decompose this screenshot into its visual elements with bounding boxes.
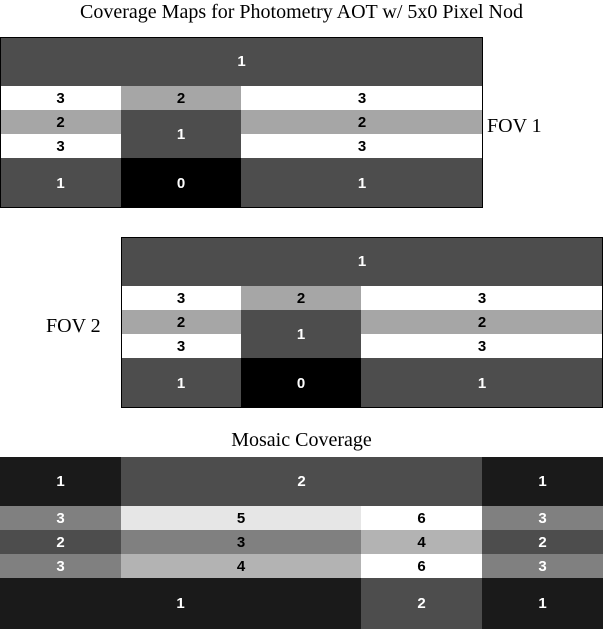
mosaic-cell (482, 506, 603, 530)
coverage-value: 3 (56, 137, 65, 155)
coverage-value: 2 (176, 313, 186, 331)
coverage-value: 1 (56, 473, 65, 490)
mosaic-cell (121, 506, 361, 530)
fov2-cell (361, 358, 603, 408)
mosaic-cell (482, 457, 603, 506)
fov1-cell (121, 86, 241, 110)
coverage-value: 3 (176, 337, 186, 355)
mosaic-cell (0, 506, 121, 530)
mosaic-map (0, 457, 603, 629)
coverage-value: 1 (357, 174, 367, 192)
fov2-cell (361, 310, 603, 334)
coverage-value: 3 (357, 137, 367, 155)
mosaic-cell (0, 578, 361, 629)
fov2-label: FOV 2 (46, 315, 101, 337)
coverage-value: 1 (237, 53, 246, 70)
coverage-value: 3 (56, 89, 65, 107)
fov2-map (121, 237, 603, 408)
coverage-value: 2 (538, 533, 547, 551)
coverage-value: 2 (357, 113, 367, 131)
coverage-value: 3 (56, 557, 65, 575)
mosaic-cell (361, 530, 482, 554)
coverage-value: 2 (56, 533, 65, 551)
coverage-value: 1 (538, 473, 547, 490)
coverage-value: 6 (417, 557, 426, 575)
coverage-value: 3 (538, 557, 547, 575)
mosaic-cell (121, 530, 361, 554)
coverage-value: 0 (296, 374, 306, 392)
fov1-map (0, 37, 483, 208)
fov1-cell (0, 86, 121, 110)
mosaic-cell (361, 506, 482, 530)
mosaic-cell (482, 578, 603, 629)
fov1-cell (0, 134, 121, 158)
fov2-cell (241, 310, 361, 358)
page-title: Coverage Maps for Photometry AOT w/ 5x0 Pixel Nod (80, 1, 523, 23)
fov1-cell (0, 110, 121, 134)
fov2-cell (241, 286, 361, 310)
coverage-value: 0 (176, 174, 186, 192)
coverage-value: 1 (176, 595, 185, 612)
coverage-value: 2 (56, 113, 65, 131)
fov1-cell (241, 110, 483, 134)
fov2-cell (121, 310, 241, 334)
coverage-value: 3 (357, 89, 367, 107)
mosaic-cell (0, 554, 121, 578)
fov1-cell (241, 86, 483, 110)
coverage-value: 3 (538, 509, 547, 527)
coverage-value: 2 (417, 595, 426, 612)
fov1-cell (241, 158, 483, 208)
coverage-value: 2 (296, 289, 306, 307)
coverage-value: 4 (236, 557, 246, 575)
coverage-value: 1 (357, 253, 367, 270)
coverage-value: 1 (538, 595, 547, 612)
mosaic-cell (121, 457, 482, 506)
mosaic-cell (121, 554, 361, 578)
mosaic-cell (0, 530, 121, 554)
fov2-cell (241, 358, 361, 408)
fov2-cell (121, 358, 241, 408)
fov2-cell (121, 286, 241, 310)
coverage-value: 5 (236, 509, 246, 527)
coverage-value: 1 (176, 125, 186, 143)
coverage-value: 3 (477, 337, 487, 355)
coverage-value: 3 (236, 533, 246, 551)
fov1-cell (121, 158, 241, 208)
fov2-cell (121, 237, 603, 286)
mosaic-cell (482, 530, 603, 554)
coverage-value: 1 (477, 374, 487, 392)
mosaic-title: Mosaic Coverage (231, 429, 372, 451)
fov1-cell (0, 37, 483, 86)
coverage-value: 1 (296, 325, 306, 343)
mosaic-cell (0, 457, 121, 506)
fov1-label: FOV 1 (487, 115, 542, 137)
coverage-value: 2 (477, 313, 487, 331)
coverage-value: 3 (477, 289, 487, 307)
fov2-cell (361, 334, 603, 358)
coverage-value: 3 (56, 509, 65, 527)
fov1-cell (241, 134, 483, 158)
coverage-value: 2 (297, 473, 306, 490)
fov1-cell (0, 158, 121, 208)
mosaic-cell (482, 554, 603, 578)
fov2-cell (121, 334, 241, 358)
coverage-value: 4 (417, 533, 426, 551)
mosaic-cell (361, 578, 482, 629)
mosaic-cell (361, 554, 482, 578)
coverage-value: 3 (176, 289, 186, 307)
fov1-cell (121, 110, 241, 158)
fov2-cell (361, 286, 603, 310)
coverage-value: 2 (176, 89, 186, 107)
coverage-value: 1 (56, 174, 65, 192)
coverage-value: 1 (176, 374, 186, 392)
coverage-value: 6 (417, 509, 426, 527)
